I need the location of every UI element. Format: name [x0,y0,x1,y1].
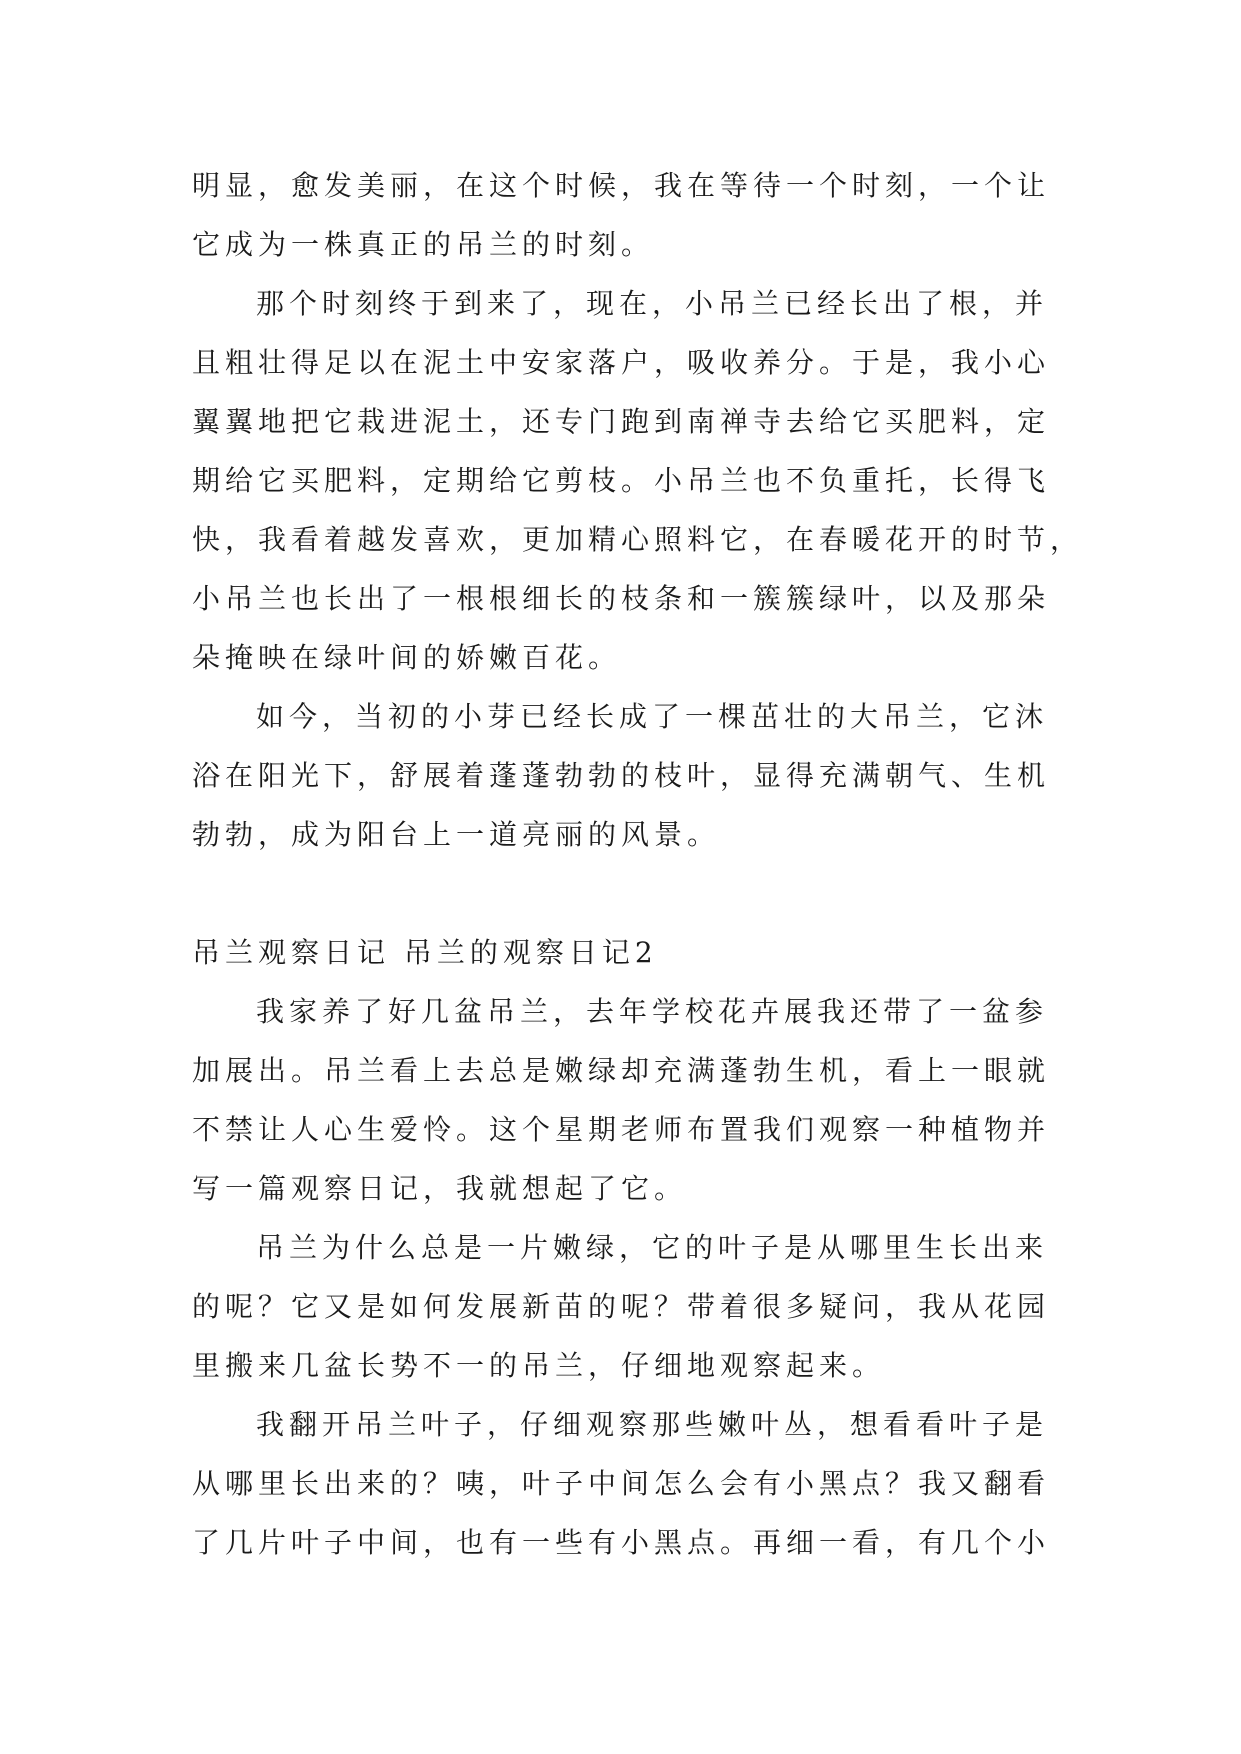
text-line: 它成为一株真正的吊兰的时刻。 [192,228,655,261]
text-line: 浴在阳光下，舒展着蓬蓬勃勃的枝叶，显得充满朝气、生机 [192,759,1051,792]
text-line: 如今，当初的小芽已经长成了一棵茁壮的大吊兰，它沐 [256,700,1049,733]
text-line: 朵掩映在绿叶间的娇嫩百花。 [192,641,622,674]
text-line: 里搬来几盆长势不一的吊兰，仔细地观察起来。 [192,1349,886,1382]
text-line: 从哪里长出来的？咦，叶子中间怎么会有小黑点？我又翻看 [192,1467,1051,1500]
paragraph [192,687,1060,864]
text-line: 小吊兰也长出了一根根细长的枝条和一簇簇绿叶，以及那朵 [192,582,1051,615]
text-line: 的呢？它又是如何发展新苗的呢？带着很多疑问，我从花园 [192,1290,1051,1323]
text-line: 期给它买肥料，定期给它剪枝。小吊兰也不负重托，长得飞 [192,464,1051,497]
text-line: 吊兰为什么总是一片嫩绿，它的叶子是从哪里生长出来 [256,1231,1049,1264]
text-line: 且粗壮得足以在泥土中安家落户，吸收养分。于是，我小心 [192,346,1051,379]
text-line: 勃勃，成为阳台上一道亮丽的风景。 [192,818,721,851]
paragraph [192,274,1084,687]
text-line: 加展出。吊兰看上去总是嫩绿却充满蓬勃生机，看上一眼就 [192,1054,1051,1087]
paragraph [192,1218,1060,1395]
text-line: 快，我看着越发喜欢，更加精心照料它，在春暖花开的时节， [192,523,1084,556]
text-line: 那个时刻终于到来了，现在，小吊兰已经长出了根，并 [256,287,1049,320]
text-line: 明显，愈发美丽，在这个时候，我在等待一个时刻，一个让 [192,169,1051,202]
paragraph [192,1395,1060,1572]
text-line: 我翻开吊兰叶子，仔细观察那些嫩叶丛，想看看叶子是 [256,1408,1049,1441]
text-line: 不禁让人心生爱怜。这个星期老师布置我们观察一种植物并 [192,1113,1051,1146]
document-page [192,156,1084,1572]
text-line: 写一篇观察日记，我就想起了它。 [192,1172,688,1205]
section-heading: 吊兰观察日记 吊兰的观察日记2 [192,936,658,969]
text-line: 了几片叶子中间，也有一些有小黑点。再细一看，有几个小 [192,1526,1051,1559]
paragraph [192,982,1060,1218]
text-line: 我家养了好几盆吊兰，去年学校花卉展我还带了一盆参 [256,995,1049,1028]
text-line: 翼翼地把它栽进泥土，还专门跑到南禅寺去给它买肥料，定 [192,405,1051,438]
paragraph-continued [192,156,1060,274]
